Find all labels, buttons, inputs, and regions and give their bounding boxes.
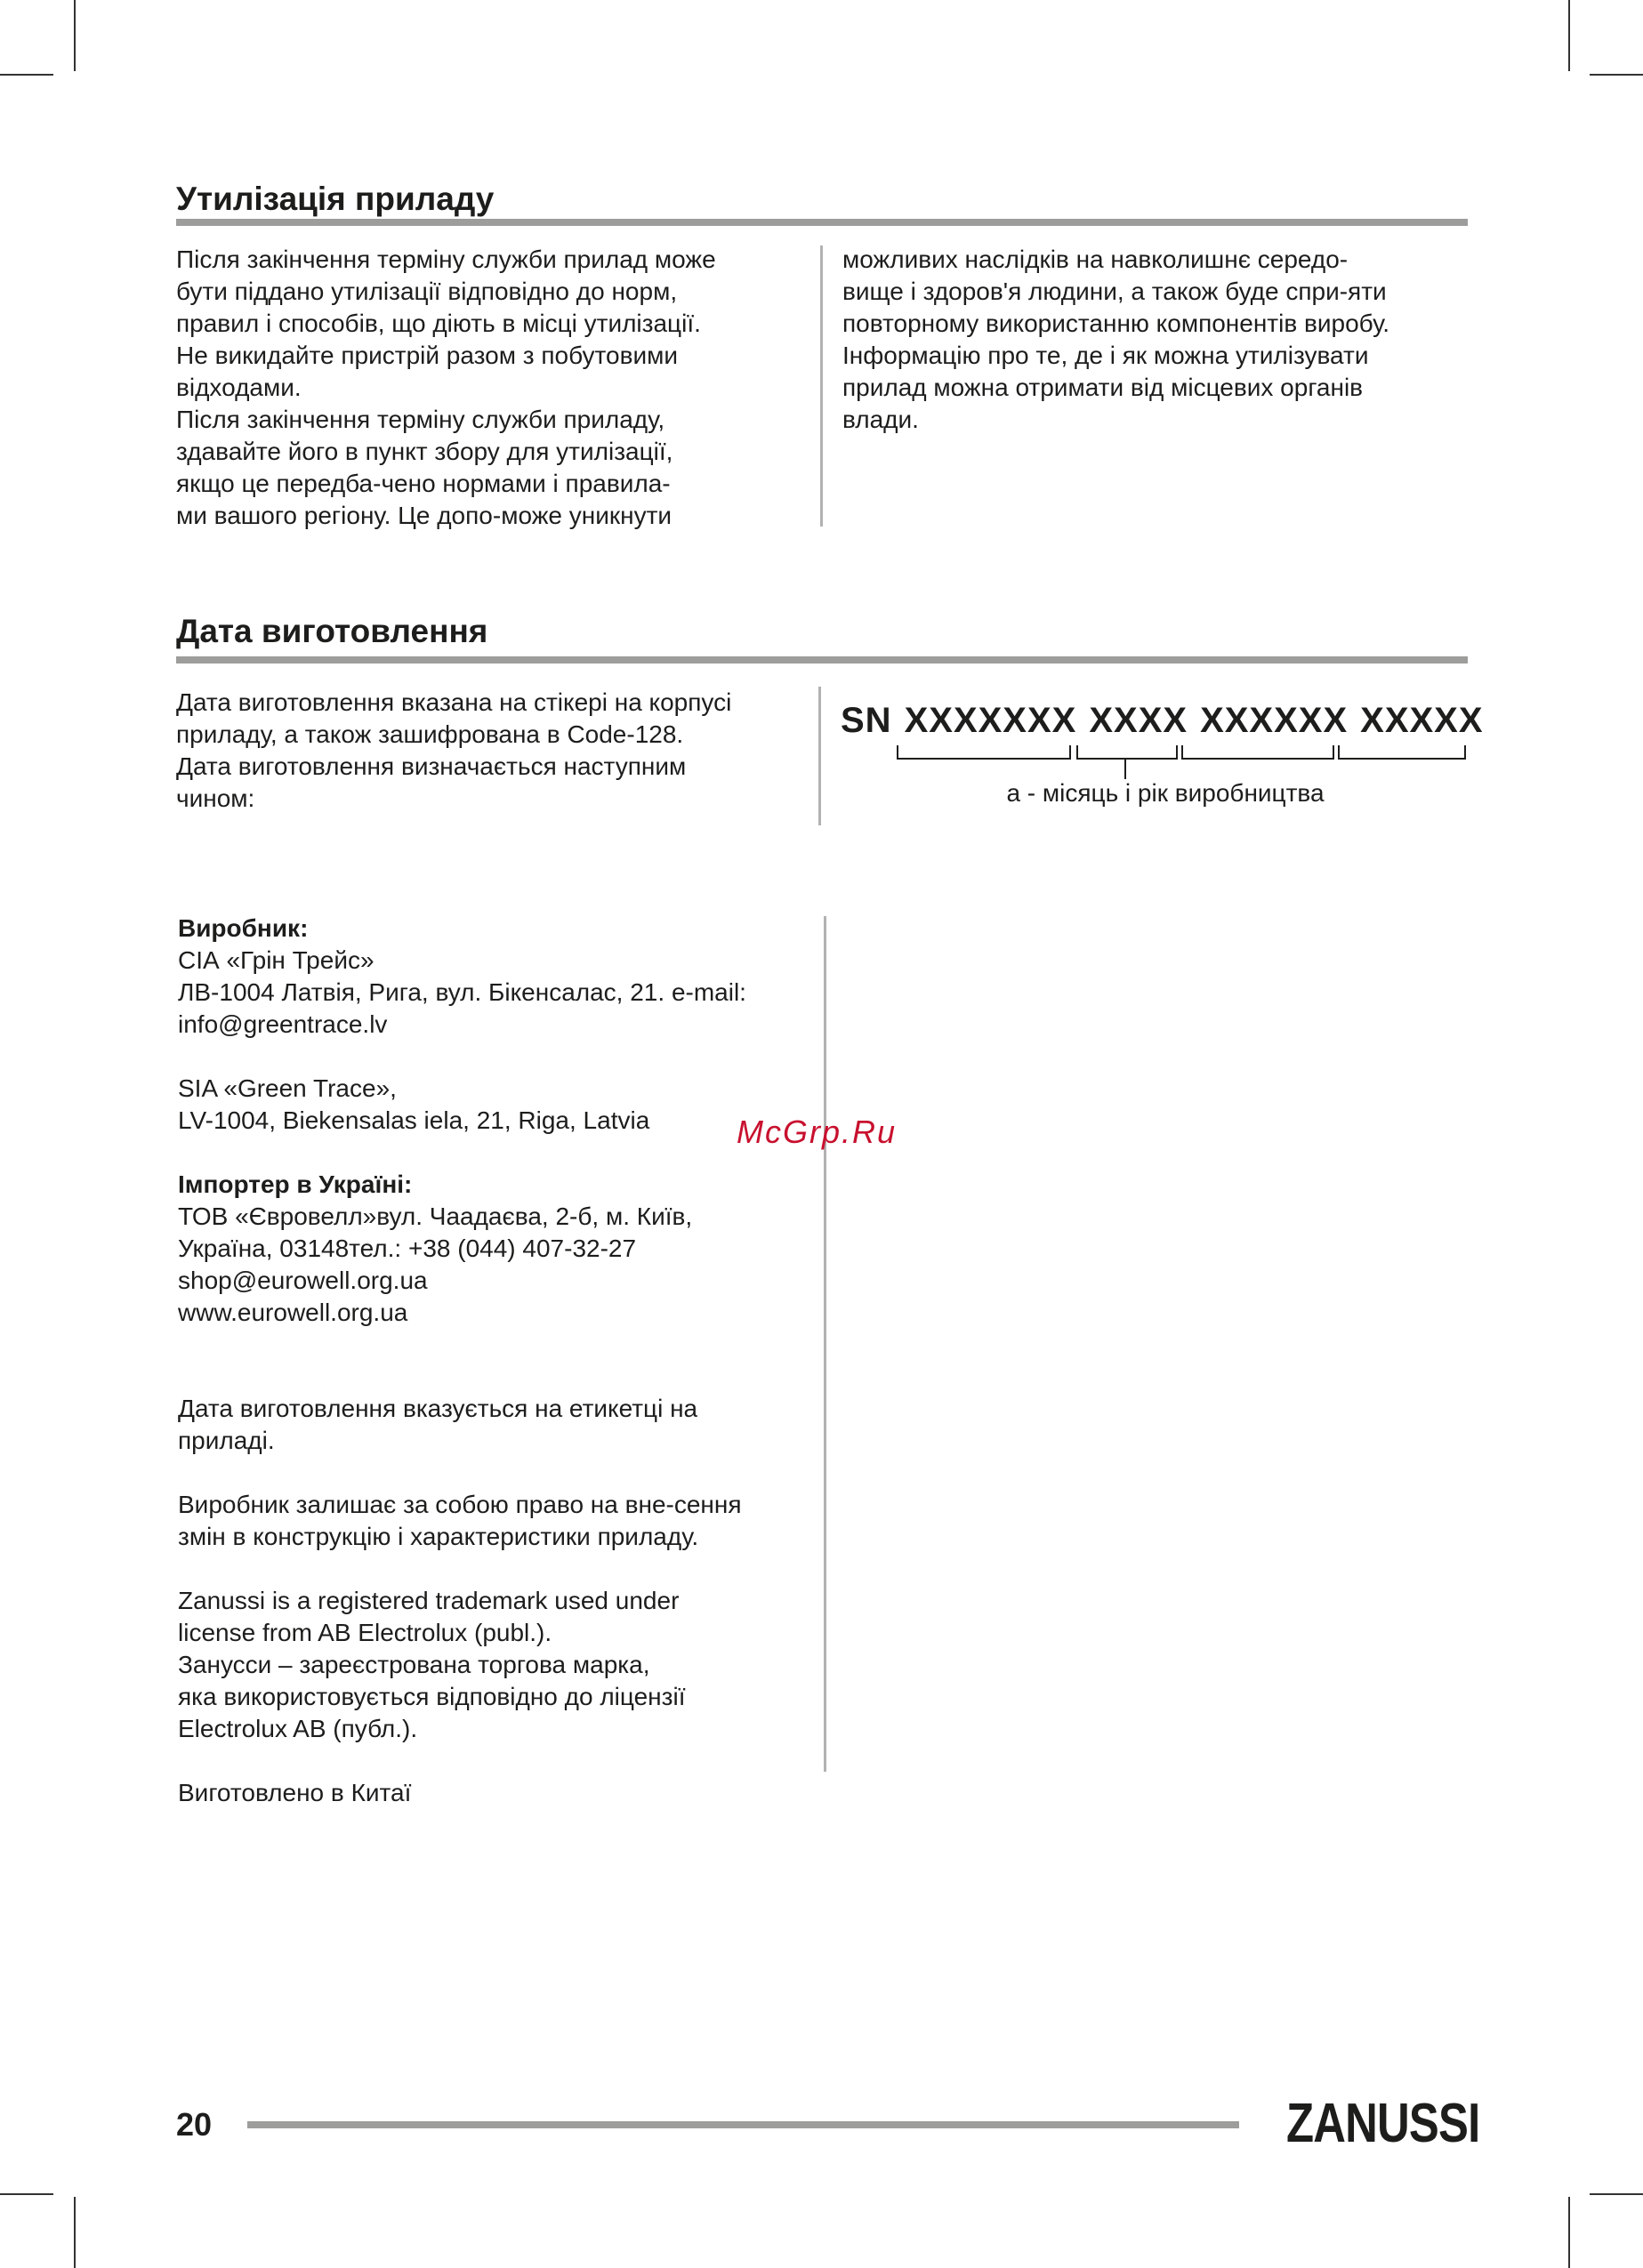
crop-mark [1590, 2193, 1643, 2195]
text-line: Занусси – зареєстрована торгова марка, [178, 1651, 650, 1678]
text-line: прилад можна отримати від місцевих органів [842, 374, 1364, 401]
sn-bracket [1181, 745, 1334, 760]
sn-part: XXXXX [1360, 701, 1484, 740]
sn-bracket [897, 745, 1071, 760]
text-line: Дата виготовлення визначається наступним [176, 752, 687, 780]
sn-prefix: SN [841, 701, 892, 740]
text-line: бути піддано утилізації відповідно до норм, [176, 277, 678, 305]
sn-bracket [1076, 745, 1178, 760]
text-line: чином: [176, 784, 255, 812]
text-line: повторному використанню компонентів виробу. [842, 310, 1390, 337]
text-line: Zanussi is a registered trademark used under [178, 1587, 680, 1614]
email-text: shop@eurowell.org.ua [178, 1267, 428, 1294]
made-in-text: Виготовлено в Китаї [178, 1779, 412, 1806]
watermark: McGrp.Ru [737, 1114, 898, 1150]
crop-mark [74, 0, 76, 71]
text-line: LV-1004, Biekensalas iela, 21, Riga, Latvia [178, 1106, 650, 1134]
spacer [178, 1137, 818, 1169]
text-line: якщо це передба-чено нормами і правила- [176, 470, 671, 497]
sn-pointer [1124, 760, 1126, 779]
notes-column [178, 1393, 818, 1809]
text-line: license from AB Electrolux (publ.). [178, 1619, 552, 1646]
spacer [178, 1041, 818, 1073]
spacer [178, 1745, 818, 1777]
text-line: можливих наслідків на навколишнє середо- [842, 245, 1349, 273]
text-line: змін в конструкцію і характеристики приладу. [178, 1523, 699, 1550]
crop-mark [1590, 74, 1643, 76]
sn-part: XXXXXX [1200, 701, 1349, 740]
disposal-title: Утилізація приладу [176, 181, 495, 217]
text-line: Дата виготовлення вказується на етикетці на [178, 1395, 698, 1422]
crop-mark [74, 2197, 76, 2268]
crop-mark [1568, 2197, 1570, 2268]
text-line: відходами. [176, 374, 302, 401]
text-line: SIA «Green Trace», [178, 1074, 397, 1102]
website-text: www.eurowell.org.ua [178, 1299, 408, 1326]
text-line: приладі. [178, 1427, 275, 1454]
crop-mark [0, 2193, 53, 2195]
brand-logo: ZANUSSI [1286, 2093, 1480, 2154]
text-line: приладу, а також зашифрована в Code-128. [176, 720, 684, 748]
text-line: яка використовується відповідно до ліцензії [178, 1683, 686, 1710]
manufacture-date-title: Дата виготовлення [176, 613, 488, 649]
page-number: 20 [176, 2106, 213, 2143]
text-line: Інформацію про те, де і як можна утилізувати [842, 342, 1369, 369]
column-divider [824, 916, 826, 1772]
text-line: ЛВ-1004 Латвія, Рига, вул. Бікенсалас, 21. e-mail: [178, 978, 746, 1006]
column-divider [818, 687, 821, 825]
text-line: вище і здоров'я людини, а також буде спри-яти [842, 277, 1387, 305]
email-text: info@greentrace.lv [178, 1010, 388, 1038]
disposal-right-column [842, 244, 1465, 436]
text-line: здавайте його в пункт збору для утилізації, [176, 438, 673, 465]
spacer [178, 1457, 818, 1489]
sn-caption: а - місяць і рік виробництва [1006, 779, 1325, 807]
manufacture-date-text [176, 687, 808, 815]
text-line: Electrolux AB (публ.). [178, 1715, 418, 1742]
importer-label: Імпортер в Україні: [178, 1170, 413, 1198]
footer-rule [247, 2121, 1239, 2128]
text-line: Після закінчення терміну служби приладу, [176, 406, 665, 433]
text-line: правил і способів, що діють в місці утилізації. [176, 310, 701, 337]
text-line: влади. [842, 406, 919, 433]
sn-part: XXXX [1089, 701, 1188, 740]
text-line: Виробник залишає за собою право на вне-сення [178, 1491, 742, 1518]
text-line: ми вашого регіону. Це допо-може уникнути [176, 502, 673, 529]
crop-mark [0, 74, 53, 76]
text-line: Дата виготовлення вказана на стікері на корпусі [176, 688, 732, 716]
text-line: ТОВ «Євровелл»вул. Чаадаєва, 2-б, м. Київ, [178, 1202, 693, 1230]
text-line: Не викидайте пристрій разом з побутовими [176, 342, 679, 369]
serial-number-code [841, 701, 1484, 741]
manufacturer-label: Виробник: [178, 914, 309, 942]
spacer [178, 1553, 818, 1585]
crop-mark [1568, 0, 1570, 71]
sn-bracket [1338, 745, 1466, 760]
disposal-rule [176, 219, 1468, 226]
text-line: Україна, 03148тел.: +38 (044) 407-32-27 [178, 1235, 637, 1262]
column-divider [820, 245, 823, 527]
contacts-column [178, 913, 818, 1329]
sn-part: XXXXXXX [904, 701, 1077, 740]
text-line: СІА «Грін Трейс» [178, 946, 375, 974]
manufacture-date-rule [176, 656, 1468, 664]
text-line: Після закінчення терміну служби прилад може [176, 245, 716, 273]
disposal-left-column [176, 244, 799, 532]
